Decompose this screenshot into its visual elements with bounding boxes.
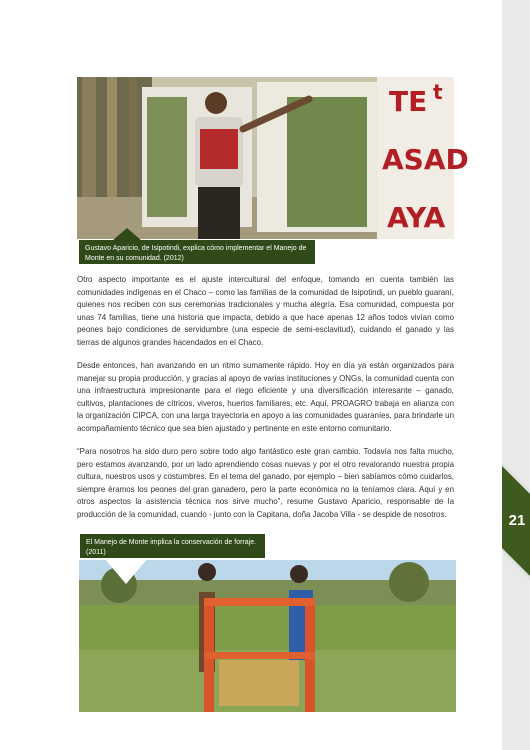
- banner-text-line2: ASAD: [382, 143, 469, 176]
- photo-gustavo-aparicio: [77, 77, 469, 239]
- body-paragraph-3: “Para nosotros ha sido duro pero sobre todo algo fantástico este gran cambio. Todavía nos falta mucho, pero estamos avanzando, por un lado aprendiendo cosas nuevas y por el otro revalorando nuestra propia cultura, nuestros usos y costumbres. En el tema del ganado, por ejemplo – bien sabíamos cómo cuidarlos, siempre éramos los peones del gran ganadero, pero la parte económica no la teníamos clara. Aquí y en otros aspectos la asistencia técnica nos sirve mucho”, resume Gustavo Aparicio, responsable de la producción de la comunidad, cuando - junto con la Capitana, doña Jacoba Villa - se despide de nosotros.: [77, 447, 454, 519]
- body-paragraph-2: Desde entonces, han avanzando en un ritmo sumamente rápido. Hoy en día ya están organizados para manejar su propia producción, y gracias al apoyo de varias instituciones y ONGs, la comunidad cuenta con una infraestructura impresionante para el riego eficiente y una diversificación interesante – ganado, cultivos, plantaciones de cítricos, viveros, huertos familiares, etc. Aquí, PROAGRO trabaja en alianza con la organización CIPCA, con una larga trayectoria en apoyo a las comunidades guaraníes, para brindarle un acompañamiento técnico que sea bien ajustado y pertinente en este entorno comunitario.: [77, 361, 454, 433]
- page-number: 21: [508, 512, 526, 529]
- banner-text-line3: AYA: [387, 201, 446, 234]
- banner-text-mark: t: [433, 80, 443, 104]
- banner-text-line1: TE: [389, 85, 428, 118]
- photo-caption-1: Gustavo Aparicio, de Isipotindi, explica cómo implementar el Manejo de Monte en su comunidad. (2012): [79, 240, 315, 264]
- photo-caption-2: El Manejo de Monte implica la conservación de forraje. (2011): [80, 534, 265, 558]
- body-paragraph-1: Otro aspecto importante es el ajuste intercultural del enfoque, tomando en cuenta también las comunidades indígenas en el Chaco – como las familias de la comunidad de Isipotindi, un pueblo guaraní, quienes nos reciben con sus ceremonias tradicionales y mucha alegría. Esa comunidad, compuesta por unas 74 familias, tiene una historia que impacta, debido a que hace apenas 12 años todos vivían como peones bajo condiciones de servidumbre (una especie de semi-esclavitud), cuidando el ganado y las tierras de algunos grandes hacendados en el Chaco.: [77, 275, 454, 347]
- caption-pointer-2: [104, 558, 148, 588]
- page-side-strip: [502, 0, 530, 750]
